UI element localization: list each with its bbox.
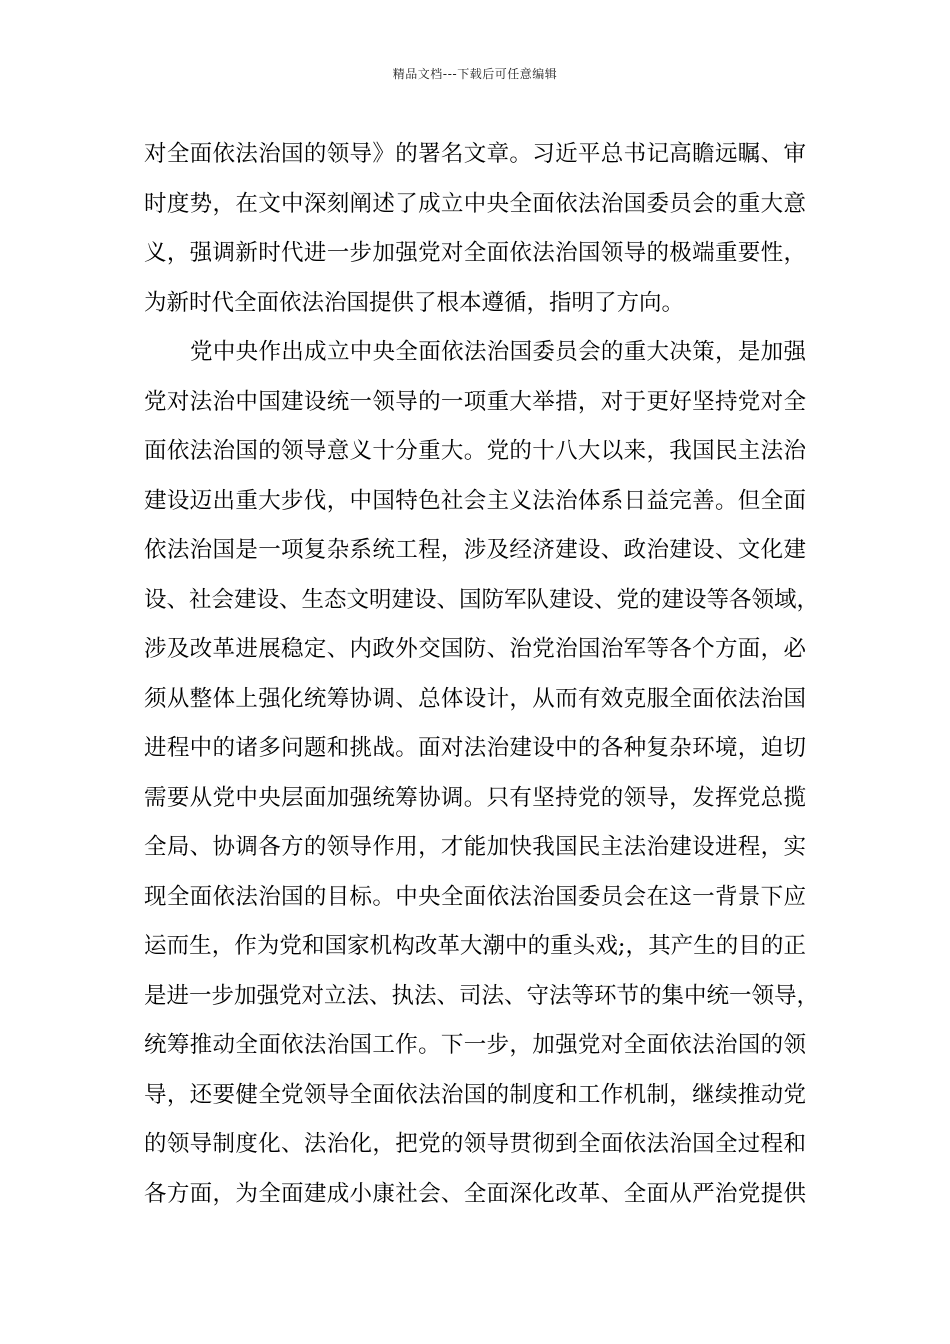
text-line-19: 统筹推动全面依法治国工作。下一步，加强党对全面依法治国的领 (144, 1032, 806, 1058)
text-line-11: 涉及改革进展稳定、内政外交国防、治党治国治军等各个方面，必 (144, 636, 806, 662)
text-line-21: 的领导制度化、法治化，把党的领导贯彻到全面依法治国全过程和 (144, 1131, 806, 1157)
text-line-16: 现全面依法治国的目标。中央全面依法治国委员会在这一背景下应 (144, 883, 806, 910)
text-line-7: 面依法治国的领导意义十分重大。党的十八大以来，我国民主法治 (144, 438, 806, 464)
text-line-18: 是进一步加强党对立法、执法、司法、守法等环节的集中统一领导， (144, 982, 820, 1009)
text-line-12: 须从整体上强化统筹协调、总体设计，从而有效克服全面依法治国 (144, 685, 806, 712)
page-header-watermark: 精品文档---下载后可任意编辑 (392, 67, 558, 81)
text-line-6: 党对法治中国建设统一领导的一项重大举措，对于更好坚持党对全 (144, 388, 806, 415)
text-line-3: 义，强调新时代进一步加强党对全面依法治国领导的极端重要性， (144, 240, 806, 266)
text-line-2: 时度势，在文中深刻阐述了成立中央全面依法治国委员会的重大意 (144, 190, 806, 217)
body-text (144, 130, 820, 1219)
text-line-17: 运而生，作为党和国家机构改革大潮中的重头戏;，其产生的目的正 (144, 933, 806, 959)
text-line-14: 需要从党中央层面加强统筹协调。只有坚持党的领导，发挥党总揽 (144, 784, 806, 811)
text-line-9: 依法治国是一项复杂系统工程，涉及经济建设、政治建设、文化建 (144, 537, 806, 563)
text-line-13: 进程中的诸多问题和挑战。面对法治建设中的各种复杂环境，迫切 (144, 735, 806, 761)
text-line-20: 导，还要健全党领导全面依法治国的制度和工作机制，继续推动党 (144, 1081, 806, 1108)
text-line-10: 设、社会建设、生态文明建设、国防军队建设、党的建设等各领域， (144, 586, 820, 613)
paragraph-2-line-1: 党中央作出成立中央全面依法治国委员会的重大决策，是加强 (190, 339, 806, 365)
text-line-22: 各方面，为全面建成小康社会、全面深化改革、全面从严治党提供 (144, 1180, 806, 1207)
text-line-15: 全局、协调各方的领导作用，才能加快我国民主法治建设进程，实 (144, 834, 806, 860)
text-line-1: 对全面依法治国的领导》的署名文章。习近平总书记高瞻远瞩、审 (144, 141, 806, 167)
text-line-4: 为新时代全面依法治国提供了根本遵循，指明了方向。 (144, 289, 685, 316)
text-line-8: 建设迈出重大步伐，中国特色社会主义法治体系日益完善。但全面 (144, 487, 806, 514)
